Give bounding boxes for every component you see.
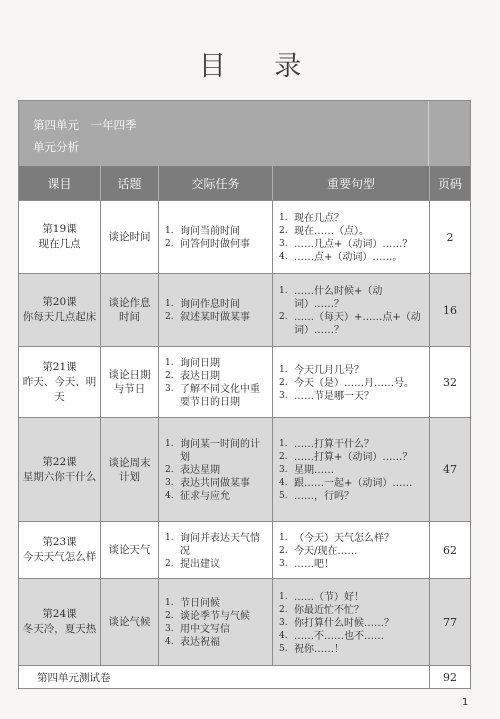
lesson-rows bbox=[19, 200, 470, 665]
topic-cell bbox=[100, 579, 158, 665]
task-cell bbox=[158, 418, 272, 521]
lesson-page: 32 bbox=[443, 375, 457, 389]
pattern-item bbox=[279, 225, 425, 238]
topic-text: 谈论天气 bbox=[108, 544, 151, 556]
lesson-row[interactable] bbox=[19, 521, 470, 578]
task-text: 询问某一时间的计划 bbox=[180, 439, 260, 463]
pattern-text: 祝你……！ bbox=[294, 643, 344, 655]
pattern-text: 现在……（点）。 bbox=[294, 226, 369, 237]
pattern-cell bbox=[272, 201, 429, 273]
item-number: 3. bbox=[279, 390, 288, 401]
header-patterns: 重要句型 bbox=[272, 166, 429, 200]
item-number: 3. bbox=[165, 624, 174, 634]
lesson-row[interactable] bbox=[19, 200, 470, 273]
pattern-text: ……几点+（动词）……？ bbox=[294, 239, 413, 250]
pattern-item bbox=[279, 591, 425, 604]
task-text: 谈论季节与气候 bbox=[180, 611, 250, 622]
page-cell bbox=[429, 274, 470, 346]
pattern-item bbox=[279, 311, 425, 337]
item-number: 3. bbox=[165, 384, 174, 394]
lesson-row[interactable] bbox=[19, 273, 470, 346]
pattern-cell bbox=[272, 347, 429, 417]
task-item bbox=[165, 238, 268, 251]
pattern-text: ……不……也不…… bbox=[294, 630, 384, 642]
lesson-row[interactable] bbox=[19, 346, 470, 417]
item-number: 2. bbox=[279, 604, 288, 615]
pattern-item bbox=[279, 643, 425, 656]
topic-text: 谈论日期与节日 bbox=[108, 369, 151, 395]
item-number: 4. bbox=[279, 478, 288, 488]
header-tasks: 交际任务 bbox=[158, 166, 272, 200]
unit-analysis-link[interactable]: 单元分析 bbox=[33, 140, 79, 154]
topic-text: 谈论作息时间 bbox=[108, 297, 151, 323]
lesson-cell bbox=[19, 418, 100, 521]
task-text: 叙述某时做某事 bbox=[180, 312, 250, 323]
lesson-row[interactable] bbox=[19, 417, 470, 521]
topic-text: 谈论周末计划 bbox=[108, 456, 151, 483]
item-number: 3. bbox=[279, 617, 288, 628]
task-item bbox=[165, 298, 268, 311]
pattern-text: 你打算什么时候……？ bbox=[294, 617, 394, 629]
item-number: 4. bbox=[165, 491, 174, 501]
page-cell bbox=[429, 347, 470, 417]
task-text: 问答何时做何事 bbox=[180, 239, 250, 250]
item-number: 1. bbox=[165, 299, 174, 309]
unit-band-page-cell bbox=[428, 101, 470, 166]
task-text: 询问作息时间 bbox=[180, 299, 240, 310]
pattern-text: ……点+（动词）……。 bbox=[294, 252, 403, 263]
pattern-text: 你最近忙不忙？ bbox=[294, 604, 364, 616]
topic-cell bbox=[100, 274, 158, 346]
lesson-name: 星期六你干什么 bbox=[22, 470, 97, 483]
lesson-name: 昨天、今天、明天 bbox=[22, 375, 97, 403]
task-item bbox=[165, 532, 268, 558]
task-text: 表达祝福 bbox=[180, 637, 220, 648]
pattern-cell bbox=[272, 274, 429, 346]
pattern-item bbox=[279, 532, 425, 545]
topic-cell bbox=[100, 347, 158, 417]
task-item bbox=[165, 597, 268, 610]
page-cell bbox=[429, 418, 470, 521]
header-topic: 话题 bbox=[100, 166, 158, 200]
task-text: 提出建议 bbox=[180, 558, 220, 570]
lesson-cell bbox=[19, 274, 100, 346]
pattern-text: ……吧！ bbox=[294, 558, 334, 570]
unit-heading bbox=[19, 101, 428, 166]
item-number: 4. bbox=[279, 252, 288, 262]
page-cell bbox=[429, 201, 470, 273]
lesson-row[interactable] bbox=[19, 578, 470, 665]
pattern-item bbox=[279, 545, 425, 558]
pattern-item bbox=[279, 464, 425, 477]
header-page: 页码 bbox=[429, 166, 470, 200]
lesson-name: 冬天冷，夏天热 bbox=[22, 623, 97, 635]
lesson-cell bbox=[19, 201, 100, 273]
pattern-item bbox=[279, 251, 425, 264]
lesson-number: 第24课 bbox=[42, 608, 77, 620]
pattern-item bbox=[279, 212, 425, 225]
pattern-text: ……节是哪一天？ bbox=[294, 390, 374, 402]
task-item bbox=[165, 610, 268, 623]
unit-band bbox=[19, 101, 470, 166]
pattern-text: （今天）天气怎么样？ bbox=[294, 532, 394, 544]
task-text: 了解不同文化中重要节日的日期 bbox=[180, 384, 260, 408]
item-number: 4. bbox=[279, 630, 288, 641]
task-cell bbox=[158, 522, 272, 578]
pattern-text: ……打算干什么？ bbox=[294, 439, 374, 450]
lesson-page: 77 bbox=[443, 615, 457, 629]
lesson-number: 第23课 bbox=[42, 536, 77, 548]
lesson-number: 第22课 bbox=[42, 455, 77, 468]
pattern-item bbox=[279, 377, 425, 390]
item-number: 2. bbox=[165, 239, 174, 249]
topic-text: 谈论气候 bbox=[108, 616, 151, 628]
pattern-item bbox=[279, 617, 425, 630]
pattern-text: ……（每天）+……点+（动词）……？ bbox=[294, 312, 421, 336]
item-number: 3. bbox=[279, 558, 288, 569]
item-number: 5. bbox=[279, 643, 288, 654]
item-number: 1. bbox=[165, 439, 174, 449]
item-number: 1. bbox=[165, 226, 174, 236]
lesson-number: 第20课 bbox=[42, 296, 77, 308]
item-number: 1. bbox=[279, 213, 288, 223]
pattern-text: 今天/现在…… bbox=[294, 545, 358, 557]
task-text: 询问当前时间 bbox=[180, 226, 240, 237]
task-text: 用中文写信 bbox=[180, 624, 230, 635]
task-item bbox=[165, 438, 268, 464]
item-number: 2. bbox=[279, 377, 288, 388]
pattern-text: ……（节）好！ bbox=[294, 591, 364, 603]
lesson-number: 第21课 bbox=[42, 360, 77, 373]
task-text: 节日问候 bbox=[180, 598, 220, 609]
lesson-cell bbox=[19, 579, 100, 665]
unit-test-page: 92 bbox=[429, 666, 470, 688]
task-text: 表达日期 bbox=[180, 371, 220, 382]
pattern-cell bbox=[272, 418, 429, 521]
pattern-item bbox=[279, 451, 425, 464]
pattern-text: 今天（是）……月……号。 bbox=[294, 377, 414, 389]
pattern-text: 今天几月几号？ bbox=[294, 364, 364, 376]
task-item bbox=[165, 477, 268, 490]
pattern-item bbox=[279, 390, 425, 403]
page-cell bbox=[429, 579, 470, 665]
page-cell bbox=[429, 522, 470, 578]
task-item bbox=[165, 383, 268, 409]
item-number: 2. bbox=[279, 226, 288, 236]
item-number: 2. bbox=[165, 312, 174, 322]
item-number: 1. bbox=[165, 532, 174, 543]
lesson-page: 2 bbox=[446, 230, 454, 244]
item-number: 2. bbox=[279, 545, 288, 556]
task-cell bbox=[158, 347, 272, 417]
topic-cell bbox=[100, 201, 158, 273]
lesson-page: 62 bbox=[443, 543, 457, 557]
item-number: 2. bbox=[165, 611, 174, 621]
pattern-cell bbox=[272, 579, 429, 665]
pattern-text: ……什么时候+（动词）……？ bbox=[294, 286, 383, 310]
topic-cell bbox=[100, 418, 158, 521]
lesson-name: 你每天几点起床 bbox=[22, 311, 97, 323]
task-text: 表达星期 bbox=[180, 465, 220, 476]
task-item bbox=[165, 311, 268, 324]
item-number: 1. bbox=[165, 598, 174, 608]
pattern-text: ……打算+（动词）……？ bbox=[294, 452, 413, 463]
task-item bbox=[165, 636, 268, 649]
lesson-name: 现在几点 bbox=[38, 238, 81, 250]
item-number: 1. bbox=[279, 439, 288, 449]
header-lesson: 课目 bbox=[47, 176, 72, 191]
item-number: 5. bbox=[279, 491, 288, 501]
topic-cell bbox=[100, 522, 158, 578]
task-cell bbox=[158, 274, 272, 346]
item-number: 2. bbox=[165, 558, 174, 569]
topic-text: 谈论时间 bbox=[108, 231, 151, 243]
pattern-text: ……，行吗？ bbox=[294, 491, 354, 502]
pattern-item bbox=[279, 604, 425, 617]
item-number: 1. bbox=[165, 358, 174, 368]
task-cell bbox=[158, 579, 272, 665]
unit-test-title: 第四单元测试卷 bbox=[37, 671, 111, 684]
item-number: 3. bbox=[279, 239, 288, 249]
pattern-item bbox=[279, 238, 425, 251]
unit-name: 第四单元 一年四季 bbox=[33, 118, 137, 132]
item-number: 1. bbox=[279, 286, 288, 296]
task-item bbox=[165, 357, 268, 370]
pattern-cell bbox=[272, 522, 429, 578]
lesson-name: 今天天气怎么样 bbox=[22, 551, 97, 563]
item-number: 1. bbox=[279, 532, 288, 543]
unit-test-row[interactable] bbox=[19, 665, 470, 688]
page-number: 1 bbox=[462, 697, 469, 708]
item-number: 2. bbox=[165, 465, 174, 475]
item-number: 2. bbox=[279, 452, 288, 462]
item-number: 1. bbox=[279, 591, 288, 602]
pattern-item bbox=[279, 477, 425, 490]
lesson-page: 47 bbox=[443, 463, 457, 476]
task-item bbox=[165, 490, 268, 503]
pattern-text: 星期…… bbox=[294, 465, 334, 476]
item-number: 3. bbox=[279, 465, 288, 475]
page-title: 目 录 bbox=[198, 51, 322, 82]
task-text: 表达共同做某事 bbox=[180, 478, 250, 489]
pattern-item bbox=[279, 558, 425, 571]
lesson-cell bbox=[19, 347, 100, 417]
toc-table bbox=[18, 100, 471, 689]
lesson-number: 第19课 bbox=[42, 223, 77, 235]
item-number: 2. bbox=[165, 371, 174, 381]
pattern-item bbox=[279, 490, 425, 503]
lesson-page: 16 bbox=[443, 303, 457, 317]
task-text: 询问日期 bbox=[180, 358, 220, 369]
task-item bbox=[165, 464, 268, 477]
task-item bbox=[165, 370, 268, 383]
pattern-text: 现在几点？ bbox=[294, 213, 344, 224]
lesson-cell bbox=[19, 522, 100, 578]
pattern-item bbox=[279, 630, 425, 643]
table-header bbox=[19, 166, 470, 200]
task-item bbox=[165, 623, 268, 636]
pattern-item bbox=[279, 438, 425, 451]
item-number: 4. bbox=[165, 637, 174, 647]
task-text: 征求与应允 bbox=[180, 491, 230, 502]
pattern-item bbox=[279, 285, 425, 311]
task-item bbox=[165, 558, 268, 571]
task-text: 询问并表达天气情况 bbox=[180, 532, 260, 557]
item-number: 3. bbox=[165, 478, 174, 488]
item-number: 2. bbox=[279, 312, 288, 322]
item-number: 1. bbox=[279, 364, 288, 375]
pattern-item bbox=[279, 364, 425, 377]
pattern-text: 跟……一起+（动词）…… bbox=[294, 478, 413, 489]
task-cell bbox=[158, 201, 272, 273]
task-item bbox=[165, 225, 268, 238]
